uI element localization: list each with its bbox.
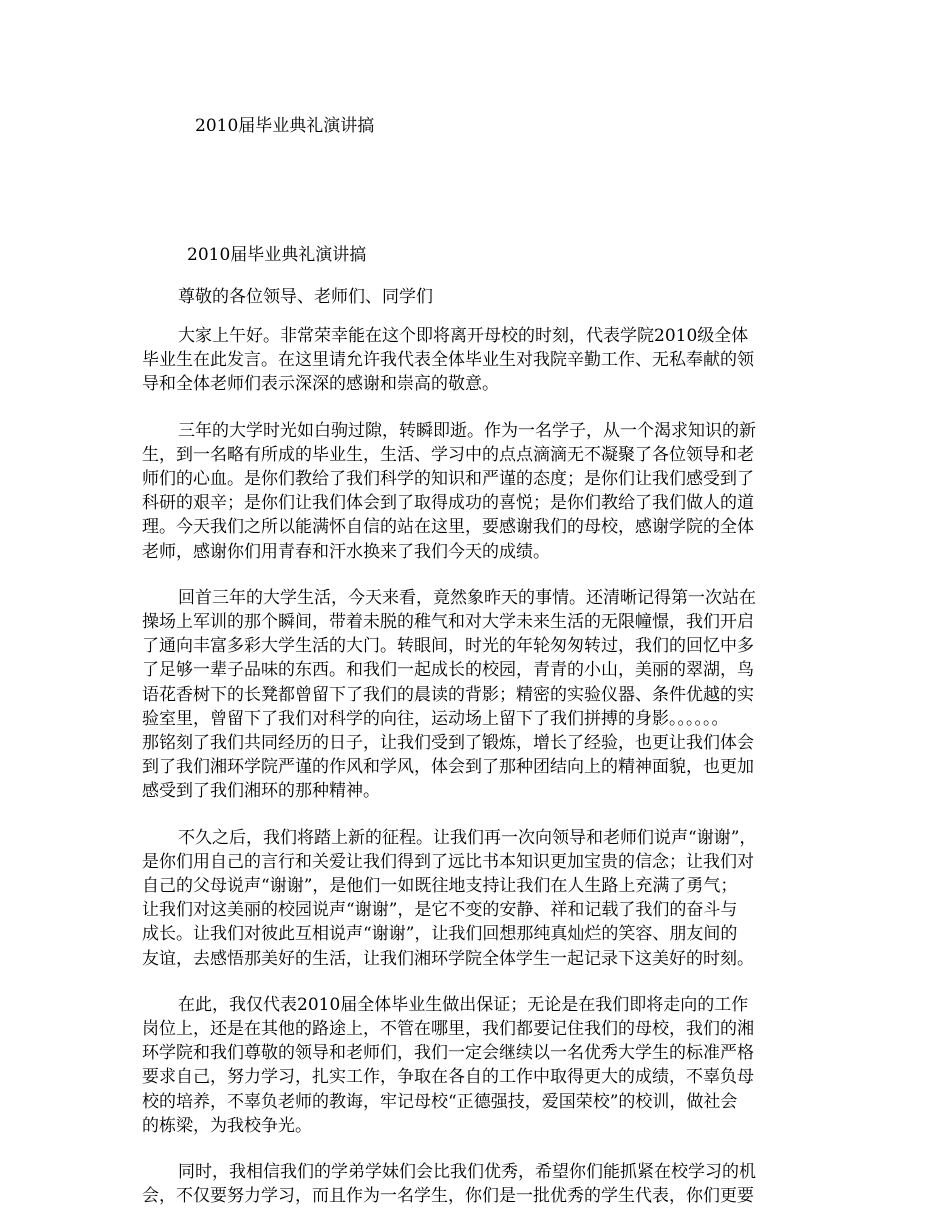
paragraph (142, 419, 832, 564)
paragraph-line: 导和全体老师们表示深深的感谢和崇高的敬意。 (142, 374, 499, 395)
paragraph-line: 老师，感谢你们用青春和汗水换来了我们今天的成绩。 (142, 541, 550, 562)
paragraph-line: 不久之后，我们将踏上新的征程。让我们再一次向领导和老师们说声“谢谢”， (178, 827, 757, 848)
salutation: 尊敬的各位领导、老师们、同学们 (178, 287, 433, 307)
paragraph-line: 成长。让我们对彼此互相说声“谢谢”，让我们回想那纯真灿烂的笑容、朋友间的 (142, 924, 738, 945)
paragraph-line: 大家上午好。非常荣幸能在这个即将离开母校的时刻，代表学院2010级全体 (178, 326, 749, 346)
paragraph-line: 要求自己，努力学习，扎实工作，争取在各自的工作中取得更大的成绩，不辜负母 (142, 1067, 754, 1088)
paragraph-line: 了通向丰富多彩大学生活的大门。转眼间，时光的年轮匆匆转过，我们的回忆中多 (142, 636, 754, 657)
document-subtitle: 2010届毕业典礼演讲搞 (187, 245, 367, 265)
paragraph-line: 同时，我相信我们的学弟学妹们会比我们优秀，希望你们能抓紧在校学习的机 (178, 1162, 756, 1183)
paragraph-line: 验室里，曾留下了我们对科学的向往，运动场上留下了我们拼搏的身影。。。。。。 (142, 708, 729, 729)
paragraph-line: 了足够一辈子品味的东西。和我们一起成长的校园，青青的小山，美丽的翠湖，鸟 (142, 660, 754, 681)
paragraph-line: 的栋梁，为我校争光。 (142, 1115, 312, 1136)
paragraph-line: 三年的大学时光如白驹过隙，转瞬即逝。作为一名学子，从一个渴求知识的新 (178, 420, 756, 441)
paragraph-line: 操场上军训的那个瞬间，带着未脱的稚气和对大学未来生活的无限幢憬，我们开启 (142, 612, 754, 633)
paragraph-line: 校的培养，不辜负老师的教诲，牢记母校“正德强技，爱国荣校”的校训，做社会 (142, 1091, 738, 1112)
paragraph-line: 环学院和我们尊敬的领导和老师们，我们一定会继续以一名优秀大学生的标准严格 (142, 1043, 754, 1064)
paragraph (142, 324, 832, 397)
paragraph (142, 993, 832, 1138)
paragraph-line: 那铭刻了我们共同经历的日子，让我们受到了锻炼，增长了经验，也更让我们体会 (142, 733, 754, 754)
paragraph-line: 科研的艰辛；是你们让我们体会到了取得成功的喜悦；是你们教给了我们做人的道 (142, 493, 754, 514)
paragraph-line: 在此，我仅代表2010届全体毕业生做出保证；无论是在我们即将走向的工作 (178, 994, 749, 1015)
document-body (142, 324, 832, 1231)
paragraph-line: 回首三年的大学生活，今天来看，竟然象昨天的事情。还清晰记得第一次站在 (178, 587, 756, 608)
paragraph-line: 是你们用自己的言行和关爱让我们得到了远比书本知识更加宝贵的信念；让我们对 (142, 851, 754, 872)
paragraph (142, 826, 832, 971)
paragraph-line: 自己的父母说声“谢谢”，是他们一如既往地支持让我们在人生路上充满了勇气； (142, 876, 738, 897)
paragraph-line: 师们的心血。是你们教给了我们科学的知识和严谨的态度；是你们让我们感受到了 (142, 469, 754, 490)
paragraph-line: 岗位上，还是在其他的路途上，不管在哪里，我们都要记住我们的母校，我们的湘 (142, 1019, 754, 1040)
paragraph-line: 毕业生在此发言。在这里请允许我代表全体毕业生对我院辛勤工作、无私奉献的领 (142, 350, 754, 371)
paragraph-line: 友谊，去感悟那美好的生活，让我们湘环学院全体学生一起记录下这美好的时刻。 (142, 948, 754, 969)
paragraph-line: 语花香树下的长凳都曾留下了我们的晨读的背影；精密的实验仪器、条件优越的实 (142, 684, 754, 705)
paragraph (142, 586, 832, 804)
paragraph-line: 会，不仅要努力学习，而且作为一名学生，你们是一批优秀的学生代表，你们更要 (142, 1186, 754, 1207)
paragraph-line: 理。今天我们之所以能满怀自信的站在这里，要感谢我们的母校，感谢学院的全体 (142, 517, 754, 538)
paragraph-line: 感受到了我们湘环的那种精神。 (142, 781, 380, 802)
paragraph-line: 生，到一名略有所成的毕业生，生活、学习中的点点滴滴无不凝聚了各位领导和老 (142, 444, 754, 465)
document-title: 2010届毕业典礼演讲搞 (195, 116, 375, 136)
paragraph-line: 到了我们湘环学院严谨的作风和学风，体会到了那种团结向上的精神面貌，也更加 (142, 757, 754, 778)
paragraph (142, 1160, 832, 1208)
paragraph-line: 让我们对这美丽的校园说声“谢谢”，是它不变的安静、祥和记载了我们的奋斗与 (142, 900, 738, 921)
